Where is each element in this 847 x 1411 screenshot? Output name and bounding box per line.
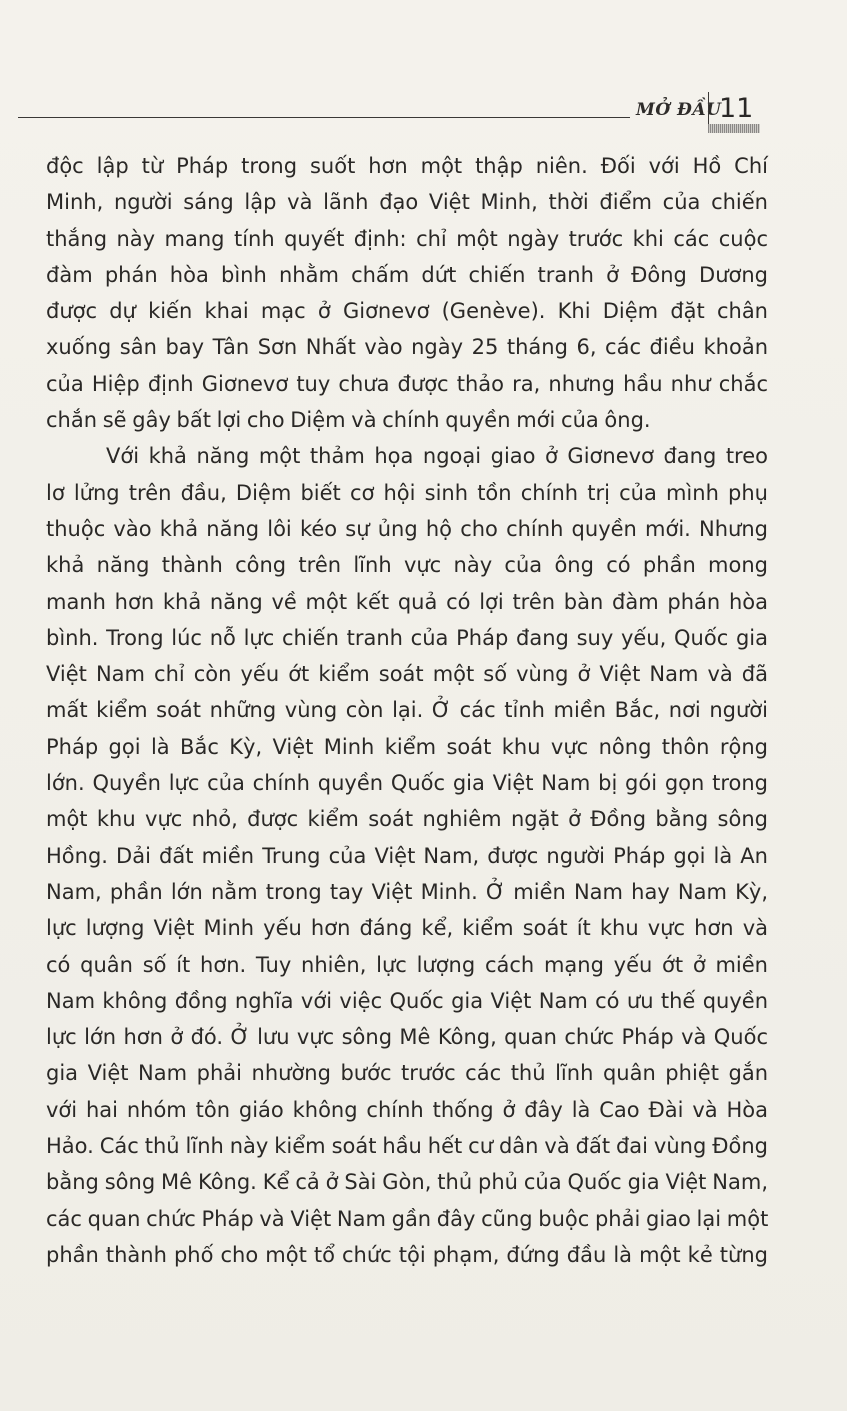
page-number-bar [708,124,760,133]
text-line: bình. Trong lúc nỗ lực chiến tranh của Pháp đang suy yếu, Quốc gia [46,625,768,650]
text-line: của Hiệp định Giơnevơ tuy chưa được thảo ra, nhưng hầu như chắc [46,371,768,396]
text-line: các quan chức Pháp và Việt Nam gần đây cũng buộc phải giao lại một [46,1206,769,1231]
text-line: manh hơn khả năng về một kết quả có lợi trên bàn đàm phán hòa [46,589,768,614]
text-line: chắn sẽ gây bất lợi cho Diệm và chính quyền mới của ông. [46,408,651,433]
text-line: với hai nhóm tôn giáo không chính thống ở đây là Cao Đài và Hòa [46,1097,768,1122]
text-line: Với khả năng một thảm họa ngoại giao ở Giơnevơ đang treo [106,444,768,469]
text-line: lực lượng Việt Minh yếu hơn đáng kể, kiểm soát ít khu vực hơn và [46,916,768,941]
header-rule [18,117,630,118]
text-line: Việt Nam chỉ còn yếu ớt kiểm soát một số vùng ở Việt Nam và đã [46,662,768,687]
text-line: thắng này mang tính quyết định: chỉ một ngày trước khi các cuộc [46,226,768,251]
text-line: khả năng thành công trên lĩnh vực này của ông có phần mong [46,553,768,578]
text-line: phần thành phố cho một tổ chức tội phạm, đứng đầu là một kẻ từng [46,1242,768,1267]
page-number: 11 [719,93,754,124]
text-line: Hảo. Các thủ lĩnh này kiểm soát hầu hết cư dân và đất đai vùng Đồng [46,1134,768,1159]
text-line: đàm phán hòa bình nhằm chấm dứt chiến tranh ở Đông Dương [46,262,768,287]
text-line: Minh, người sáng lập và lãnh đạo Việt Minh, thời điểm của chiến [46,190,768,215]
text-line: bằng sông Mê Kông. Kể cả ở Sài Gòn, thủ phủ của Quốc gia Việt Nam, [46,1170,768,1195]
body-text [46,148,768,1273]
text-line: lớn. Quyền lực của chính quyền Quốc gia Việt Nam bị gói gọn trong [46,771,768,796]
page-number-divider [708,92,709,126]
text-line: xuống sân bay Tân Sơn Nhất vào ngày 25 tháng 6, các điều khoản [46,335,768,360]
text-line: gia Việt Nam phải nhường bước trước các thủ lĩnh quân phiệt gắn [46,1061,768,1086]
text-line: Nam không đồng nghĩa với việc Quốc gia Việt Nam có ưu thế quyền [46,988,768,1013]
text-line: được dự kiến khai mạc ở Giơnevơ (Genève). Khi Diệm đặt chân [46,299,768,324]
text-line: Pháp gọi là Bắc Kỳ, Việt Minh kiểm soát khu vực nông thôn rộng [46,734,768,759]
text-line: mất kiểm soát những vùng còn lại. Ở các tỉnh miền Bắc, nơi người [46,698,768,723]
text-line: thuộc vào khả năng lôi kéo sự ủng hộ cho chính quyền mới. Nhưng [46,516,768,541]
text-line: một khu vực nhỏ, được kiểm soát nghiêm ngặt ở Đồng bằng sông [46,807,768,832]
text-line: lơ lửng trên đầu, Diệm biết cơ hội sinh tồn chính trị của mình phụ [46,480,768,505]
text-line: độc lập từ Pháp trong suốt hơn một thập niên. Đối với Hồ Chí [46,154,768,178]
text-line: Nam, phần lớn nằm trong tay Việt Minh. Ở miền Nam hay Nam Kỳ, [46,879,768,904]
text-line: lực lớn hơn ở đó. Ở lưu vực sông Mê Kông, quan chức Pháp và Quốc [46,1025,768,1050]
text-line: có quân số ít hơn. Tuy nhiên, lực lượng cách mạng yếu ớt ở miền [46,952,768,977]
running-header-section: MỞ ĐẦU [636,100,722,120]
text-line: Hồng. Dải đất miền Trung của Việt Nam, được người Pháp gọi là An [46,843,768,868]
